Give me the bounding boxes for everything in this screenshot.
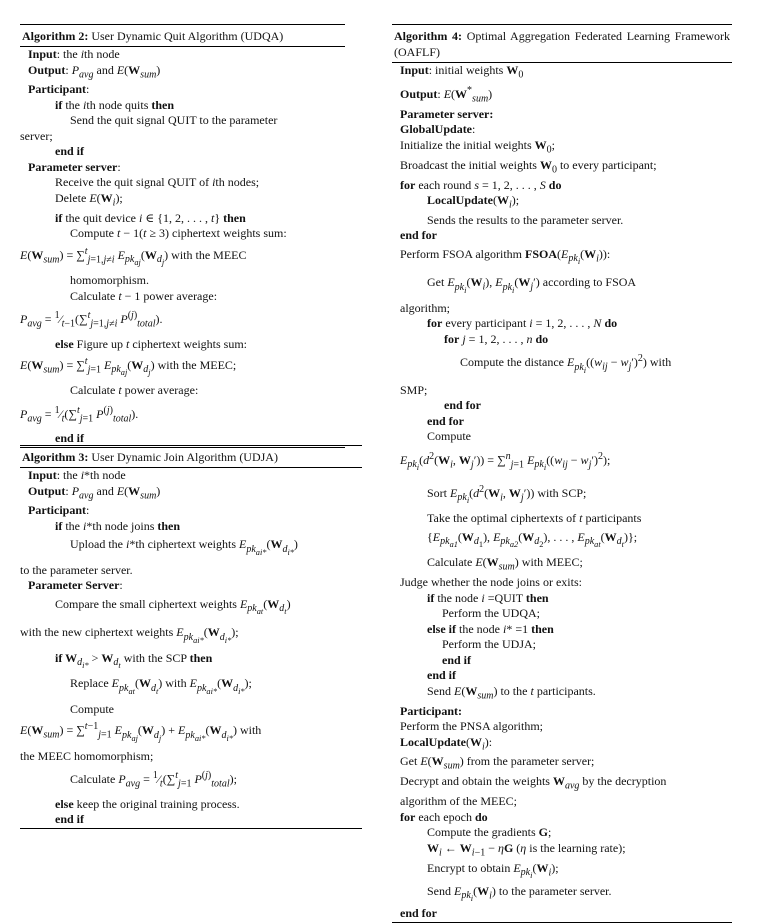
algorithm-line: Initialize the initial weights $W_0$; (400, 137, 555, 156)
algorithm-line: Input: the ith node (28, 47, 120, 61)
bottom-rule (20, 828, 362, 829)
algorithm-line: with the new ciphertext weights $E_{pk_{ai*}}(W_{d_{i*}})$; (20, 625, 239, 645)
algorithm-line: Encrypt to obtain $E_{pk_i}(W_i)$; (427, 860, 559, 881)
algorithm-body (20, 468, 362, 828)
algorithm-line: $E_{pk_i}(d^2(W_i$, $W_j')) = \sum^n_{j=1}$ $E_{pk_i}((w_{ij} - w_j')^2)$; (400, 450, 611, 473)
algorithm-line: Compare the small ciphertext weights $E_{pk_{at}}(W_{d_t})$ (55, 596, 291, 617)
algorithm-label: Algorithm 4: (394, 29, 463, 43)
algorithm-line: for each epoch do (400, 809, 488, 824)
algorithm-line: Broadcast the initial weights $W_0$ to every participant; (400, 157, 657, 176)
algorithm-line: for j = 1, 2, . . . , n do (444, 331, 549, 346)
algorithm-line: Perform the UDQA; (442, 606, 540, 621)
algorithm-line: else Figure up t ciphertext weights sum: (55, 336, 247, 351)
algorithm-line: Perform FSOA algorithm $FSOA(E_{pk_i}(W_i))$: (400, 246, 611, 267)
algorithm-line: if $W_{d_{i*}} > W_{d_t}$ with the SCP then (55, 650, 213, 670)
algorithm-line: Calculate t power average: (70, 383, 199, 398)
algorithm-line: $LocalUpdate(W_i)$; (427, 193, 520, 211)
algorithm-line: $P_{avg}$ = $^1⁄_{t-1}(\sum^t_{j=1,j\ne i}$ $P^{(j)}_{total}$). (20, 310, 163, 330)
algorithm-line: Get $E(W_{sum})$ from the parameter server; (400, 754, 595, 772)
algorithm-line: Participant: (28, 82, 90, 97)
algorithm-line: Delete $E(W_i)$; (55, 190, 123, 209)
algorithm-line: end for (400, 228, 437, 243)
algorithm-line: if the node i =QUIT then (427, 590, 549, 605)
algorithm-line: Replace $E_{pk_{at}}(W_{d_t})$ with $E_{pk_{ai*}}(W_{d_{i*}})$; (70, 676, 252, 696)
algorithm-line: if the quit device i ∈ {1, 2, . . . , t} then (55, 210, 246, 225)
algorithm-line: else keep the original training process. (55, 796, 240, 811)
algorithm-line: end if (55, 144, 85, 159)
algorithm-line: Send $E_{pk_i}(W_i)$ to the parameter server. (427, 883, 612, 903)
algorithm-line: Compute t − 1(t ≥ 3) ciphertext weights sum: (70, 226, 287, 241)
algorithm-line: Input: the i*th node (28, 468, 126, 482)
algorithm-line: Calculate t − 1 power average: (70, 288, 218, 303)
algorithm-line: Participant: (28, 503, 90, 518)
algorithm-line: {$E_{pk_{a1}}(W_{d_1})$, $E_{pk_{a2}}(W_{d_2})$, . . . , $E_{pk_{at}}(W_{d_t})$}; (427, 529, 638, 550)
algorithm-line: $P_{avg}$ = $^1⁄_t(\sum^t_{j=1}$ $P^{(j)}_{total}$). (20, 404, 139, 425)
algorithm-line: server; (20, 128, 53, 143)
algorithm-label: Algorithm 3: (22, 450, 89, 464)
algorithm-line: if the ith node quits then (55, 97, 175, 112)
algorithm-3-block (20, 445, 362, 829)
algorithm-line: else if the node i* =1 then (427, 621, 554, 636)
algorithm-2-block (20, 24, 345, 448)
algorithm-line: Output: $E(W^*_{sum})$ (400, 84, 493, 105)
algorithm-line: Decrypt and obtain the weights $W_{avg}$ by the decryption (400, 774, 667, 792)
algorithm-line: $E(W_{sum}) = \sum^t_{j=1,j\ne i}$ $E_{pk_{aj}}(W_{d_j})$ with the MEEC (20, 245, 247, 268)
algorithm-name: Optimal Aggregation Federated Learning Framework (OAFLF) (394, 29, 731, 59)
algorithm-line: to the parameter server. (20, 562, 133, 577)
algorithm-line: Compute (70, 701, 114, 716)
algorithm-line: for every participant i = 1, 2, . . . , N do (427, 316, 618, 331)
algorithm-line: end if (442, 652, 472, 667)
algorithm-line: Calculate $P_{avg}$ = $^1⁄_t(\sum^t_{j=1}$ $P^{(j)}_{total}$); (70, 770, 237, 790)
algorithm-line: Compute the gradients G; (427, 825, 552, 840)
algorithm-line: the MEEC homomorphism; (20, 748, 154, 763)
algorithm-line: Parameter server: (28, 159, 121, 174)
algorithm-line: $LocalUpdate(W_i)$: (400, 734, 493, 752)
algorithm-line: Judge whether the node joins or exits: (400, 575, 582, 590)
algorithm-line: if the i*th node joins then (55, 518, 181, 533)
algorithm-line: end if (427, 668, 457, 683)
algorithm-line: Output: $P_{avg}$ and $E(W_{sum})$ (28, 62, 161, 80)
algorithm-line: Input: initial weights $W_0$ (400, 63, 524, 81)
algorithm-body (20, 47, 345, 447)
algorithm-title (20, 25, 345, 46)
algorithm-line: Sort $E_{pk_i}(d^2(W_i$, $W_j'$)) with SCP; (427, 484, 587, 506)
algorithm-line: $E(W_{sum}) = \sum^{t-1}_{j=1}$ $E_{pk_{aj}}(W_{d_j}) + E_{pk_{ai*}}(W_{d_{i*}})$ with (20, 721, 262, 743)
algorithm-line: Sends the results to the parameter server. (427, 212, 624, 227)
algorithm-body (392, 63, 732, 922)
algorithm-line: Send $E(W_{sum})$ to the t participants. (427, 683, 596, 702)
algorithm-line: Parameter Server: (28, 578, 123, 593)
algorithm-line: Participant: (400, 703, 462, 718)
algorithm-line: Receive the quit signal QUIT of ith nodes; (55, 175, 260, 190)
algorithm-line: Compute the distance $E_{pk_i}((w_{ij} - w_j')^2)$ with (460, 353, 672, 375)
algorithm-line: Parameter server: (400, 106, 494, 121)
algorithm-line: Compute (427, 429, 471, 444)
algorithm-line: GlobalUpdate: (400, 122, 476, 137)
algorithm-line: Perform the UDJA; (442, 637, 536, 652)
algorithm-line: $E(W_{sum}) = \sum^t_{j=1}$ $E_{pk_{aj}}(W_{d_j})$ with the MEEC; (20, 356, 237, 378)
algorithm-title (20, 446, 362, 467)
algorithm-line: for each round s = 1, 2, . . . , S do (400, 177, 562, 192)
algorithm-line: algorithm; (400, 300, 450, 315)
algorithm-name: User Dynamic Quit Algorithm (UDQA) (91, 29, 284, 43)
algorithm-line: Send the quit signal QUIT to the parameter (70, 113, 278, 128)
algorithm-name: User Dynamic Join Algorithm (UDJA) (91, 450, 278, 464)
algorithm-line: end for (427, 413, 464, 428)
algorithm-line: $W_i$ ← $W_{i-1} - \eta G$ (η is the learning rate); (427, 840, 626, 859)
algorithm-line: end if (55, 812, 85, 827)
algorithm-line: Take the optimal ciphertexts of t participants (427, 511, 642, 526)
algorithm-4-block (392, 24, 732, 923)
algorithm-line: Get $E_{pk_i}(W_i)$, $E_{pk_i}(W_j')$ according to FSOA (427, 275, 637, 295)
algorithm-title (392, 25, 732, 62)
algorithm-line: algorithm of the MEEC; (400, 794, 517, 809)
algorithm-line: end if (55, 431, 85, 446)
algorithm-line: end for (400, 906, 437, 921)
algorithm-line: Calculate $E(W_{sum})$ with MEEC; (427, 555, 583, 573)
algorithm-line: Output: $P_{avg}$ and $E(W_{sum})$ (28, 483, 161, 501)
algorithm-line: end for (444, 398, 481, 413)
algorithm-label: Algorithm 2: (22, 29, 89, 43)
algorithm-line: homomorphism. (70, 273, 150, 288)
algorithm-line: SMP; (400, 382, 428, 397)
algorithm-line: Upload the i*th ciphertext weights $E_{pk_{ai*}}(W_{d_{i*}})$ (70, 537, 298, 557)
algorithm-line: Perform the PNSA algorithm; (400, 719, 543, 734)
